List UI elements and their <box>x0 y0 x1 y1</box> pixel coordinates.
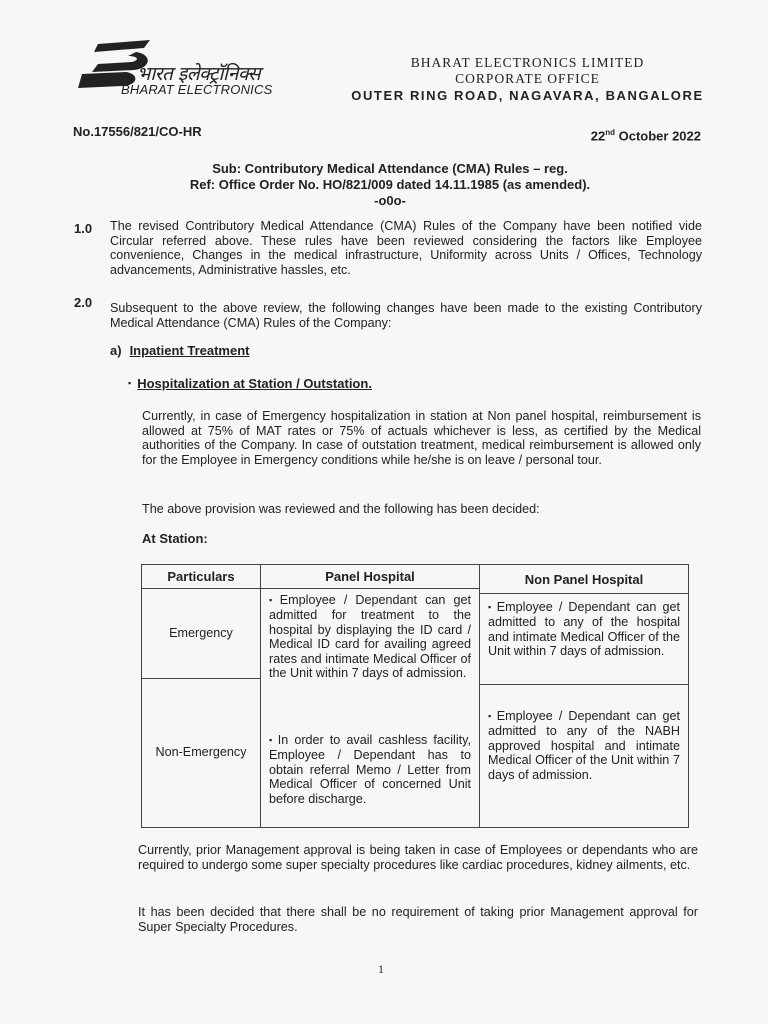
subsection-a-marker: a) <box>110 343 122 358</box>
separator-mark: -o0o- <box>374 193 406 208</box>
company-address-block <box>345 55 710 105</box>
row-non-emergency-label-cell <box>141 678 261 828</box>
bullet-icon: ▪ <box>269 735 275 745</box>
decision-paragraph: It has been decided that there shall be no requirement of taking prior Management approval for Super Specialty Procedures. <box>138 905 698 934</box>
header-particulars: Particulars <box>167 569 235 584</box>
date-suffix: nd <box>605 128 615 137</box>
non-panel-non-emergency-text: Employee / Dependant can get admitted to any of the NABH approved hospital and intimate Medical Officer of the Unit within 7 days of admission. <box>488 709 680 782</box>
header-cell-non-panel <box>479 564 689 594</box>
row-emergency-label-cell <box>141 588 261 679</box>
at-station-heading: At Station: <box>142 531 208 546</box>
office-address: OUTER RING ROAD, NAGAVARA, BANGALORE <box>351 88 704 103</box>
row-label-non-emergency: Non-Emergency <box>155 745 247 759</box>
prior-approval-paragraph: Currently, prior Management approval is being taken in case of Employees or dependants who are required to undergo some super specialty procedures like cardiac procedures, kidney ailments, etc. <box>138 843 698 872</box>
office-name: CORPORATE OFFICE <box>455 71 600 86</box>
hospitalization-title: Hospitalization at Station / Outstation. <box>137 376 372 391</box>
subsection-a-heading <box>110 343 249 358</box>
section-2-number: 2.0 <box>74 295 93 310</box>
header-non-panel-hospital: Non Panel Hospital <box>524 572 644 587</box>
bullet-icon: ▪ <box>488 602 494 612</box>
non-panel-non-emergency-bullet <box>488 709 680 782</box>
row-label-emergency: Emergency <box>169 626 233 640</box>
subject-block <box>90 161 690 209</box>
company-name: BHARAT ELECTRONICS LIMITED <box>410 55 645 70</box>
header-cell-particulars <box>141 564 261 589</box>
panel-bullet-1-text: Employee / Dependant can get admitted for treatment to the hospital by displaying the ID card / Medical ID card for availing agreed rates and intimate Medical Officer of the Unit within 7 days of admission. <box>269 593 471 681</box>
hospitalization-heading <box>128 376 372 391</box>
reference-number: No.17556/821/CO-HR <box>73 124 202 139</box>
at-station-table <box>141 564 689 828</box>
section-1-text: The revised Contributory Medical Attendance (CMA) Rules of the Company have been notified vide Circular referred above. These rules have been reviewed considering the factors like Employee convenience, Changes in the medical infrastructure, Uniformity across Units / Offices, Technology advancements, Administrative hassles, etc. <box>110 219 702 277</box>
section-2-text: Subsequent to the above review, the following changes have been made to the existing Contributory Medical Attendance (CMA) Rules of the Company: <box>110 301 702 330</box>
date-day: 22 <box>590 128 606 144</box>
subsection-a-title: Inpatient Treatment <box>129 343 250 358</box>
panel-hospital-cell <box>260 588 480 828</box>
page-number: 1 <box>378 962 384 976</box>
non-panel-non-emergency-cell <box>479 684 689 828</box>
current-provision-paragraph: Currently, in case of Emergency hospitalization in station at Non panel hospital, reimbursement is allowed at 75% of MAT rates or 75% of actuals whichever is less, as certified by the Medical authorities of the Company. In case of outstation treatment, medical reimbursement is allowed only for the Employee in Emergency conditions while he/she is on leave / personal tour. <box>142 409 701 467</box>
panel-bullet-2 <box>269 733 471 806</box>
date-rest: October 2022 <box>615 128 701 144</box>
logo-hindi-text: भारत इलेक्ट्रॉनिक्स <box>137 63 261 85</box>
panel-bullet-2-text: In order to avail cashless facility, Employee / Dependant has to obtain referral Memo / Letter from Medical Officer of concerned Unit before discharge. <box>269 733 471 806</box>
reference-line: Ref: Office Order No. HO/821/009 dated 14.11.1985 (as amended). <box>189 177 591 192</box>
non-panel-emergency-bullet <box>488 600 680 659</box>
bullet-icon: ▪ <box>128 378 132 388</box>
review-paragraph: The above provision was reviewed and the following has been decided: <box>142 502 540 516</box>
bullet-icon: ▪ <box>269 595 277 605</box>
subject-line: Sub: Contributory Medical Attendance (CMA) Rules – reg. <box>212 161 568 176</box>
logo-english-text: BHARAT ELECTRONICS <box>121 82 273 97</box>
section-1-number: 1.0 <box>74 221 93 236</box>
panel-bullet-1 <box>269 593 471 680</box>
document-date <box>591 128 701 143</box>
header-cell-panel <box>260 564 480 589</box>
header-panel-hospital: Panel Hospital <box>325 569 415 584</box>
non-panel-emergency-text: Employee / Dependant can get admitted to any of the hospital and intimate Medical Officer of the Unit within 7 days of admission. <box>488 600 680 659</box>
non-panel-emergency-cell <box>479 593 689 685</box>
bullet-icon: ▪ <box>488 711 494 721</box>
